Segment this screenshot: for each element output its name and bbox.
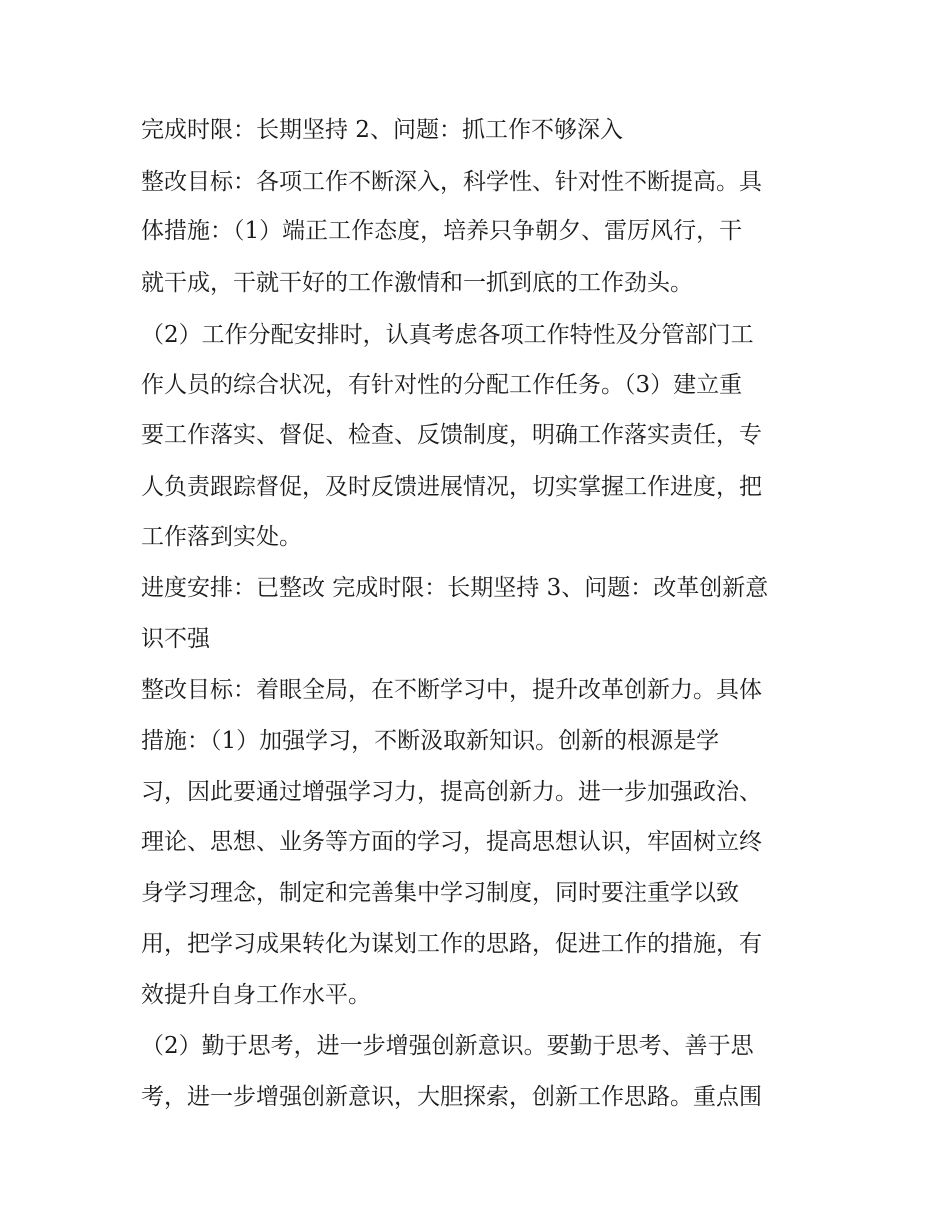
- text-line: 身学习理念，制定和完善集中学习制度，同时要注重学以致: [141, 880, 739, 906]
- text-line: 就干成，干就干好的工作激情和一抓到底的工作劲头。: [141, 270, 693, 296]
- text-line: 进度安排：已整改 完成时限：长期坚持 3、问题：改革创新意: [141, 575, 769, 601]
- text-line: 作人员的综合状况，有针对性的分配工作任务。（3）建立重: [141, 372, 743, 398]
- text-line: 理论、思想、业务等方面的学习，提高思想认识，牢固树立终: [141, 829, 762, 855]
- text-line: 整改目标：着眼全局，在不断学习中，提升改革创新力。具体: [141, 677, 762, 703]
- text-line: （2）勤于思考，进一步增强创新意识。要勤于思考、善于思: [141, 1033, 754, 1059]
- text-line: 整改目标：各项工作不断深入，科学性、针对性不断提高。具: [141, 169, 762, 195]
- text-line: 考，进一步增强创新意识，大胆探索，创新工作思路。重点围: [141, 1084, 762, 1110]
- text-line: （2）工作分配安排时，认真考虑各项工作特性及分管部门工: [141, 322, 754, 348]
- text-line: 用，把学习成果转化为谋划工作的思路，促进工作的措施，有: [141, 931, 762, 957]
- text-line: 习，因此要通过增强学习力，提高创新力。进一步加强政治、: [141, 779, 762, 805]
- text-line: 人负责跟踪督促，及时反馈进展情况，切实掌握工作进度，把: [141, 474, 762, 500]
- text-line: 完成时限：长期坚持 2、问题：抓工作不够深入: [141, 117, 623, 143]
- text-line: 工作落到实处。: [141, 524, 302, 550]
- text-line: 效提升自身工作水平。: [141, 982, 371, 1008]
- text-line: 体措施：（1）端正工作态度，培养只争朝夕、雷厉风行，干: [141, 218, 743, 244]
- text-line: 要工作落实、督促、检查、反馈制度，明确工作落实责任，专: [141, 422, 762, 448]
- text-line: 措施：（1）加强学习，不断汲取新知识。创新的根源是学: [141, 728, 720, 754]
- text-line: 识不强: [141, 626, 210, 652]
